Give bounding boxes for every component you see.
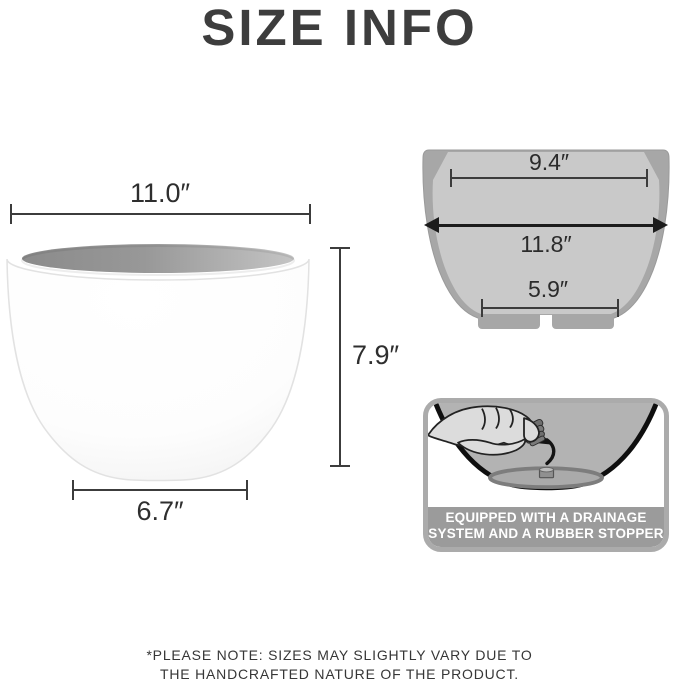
dimension-line-cs-bottom [481, 299, 619, 317]
foot-gap-left [471, 320, 478, 332]
drainage-illustration [428, 403, 664, 507]
dimension-line [450, 177, 648, 179]
drainage-caption [428, 507, 664, 547]
dimension-line-height [330, 247, 350, 467]
dimension-label-height: 7.9″ [352, 340, 400, 370]
dimension-line-top-width [10, 204, 311, 224]
footnote-line1: *PLEASE NOTE: SIZES MAY SLIGHTLY VARY DUE TO [146, 647, 533, 663]
dimension-label-outer-width: 11.8″ [520, 231, 572, 257]
dimension-line [339, 247, 341, 467]
dimension-label-cs-bottom: 5.9″ [527, 276, 569, 302]
drainage-panel [423, 398, 669, 552]
tick-bottom [330, 465, 350, 467]
dimension-line-inner-top [450, 169, 648, 187]
tick-right [646, 169, 648, 187]
footnote-line2: THE HANDCRAFTED NATURE OF THE PRODUCT. [160, 666, 519, 682]
page-title: SIZE INFO [201, 0, 478, 56]
tick-right [309, 204, 311, 224]
drainage-caption-line2: SYSTEM AND A RUBBER STOPPER [428, 526, 664, 541]
dimension-label-bottom-width: 6.7″ [136, 496, 184, 526]
dimension-label-inner-top: 9.4″ [528, 149, 570, 175]
foot-gap-right [614, 320, 621, 332]
drainage-caption-line1: EQUIPPED WITH A DRAINAGE [445, 510, 647, 525]
dimension-line [72, 489, 248, 491]
dimension-label-top-width: 11.0″ [129, 178, 191, 208]
planter-opening [22, 244, 294, 273]
drainage-notch [540, 315, 552, 331]
dimension-line [10, 213, 311, 215]
footnote [0, 646, 679, 684]
dimension-line [481, 307, 619, 309]
hand-stopper-icon [428, 403, 664, 507]
rubber-stopper-in-hole-icon [540, 467, 554, 477]
tick-right [617, 299, 619, 317]
planter-body [7, 259, 309, 481]
planter-front-image [4, 237, 312, 483]
arrow-line [434, 224, 658, 227]
